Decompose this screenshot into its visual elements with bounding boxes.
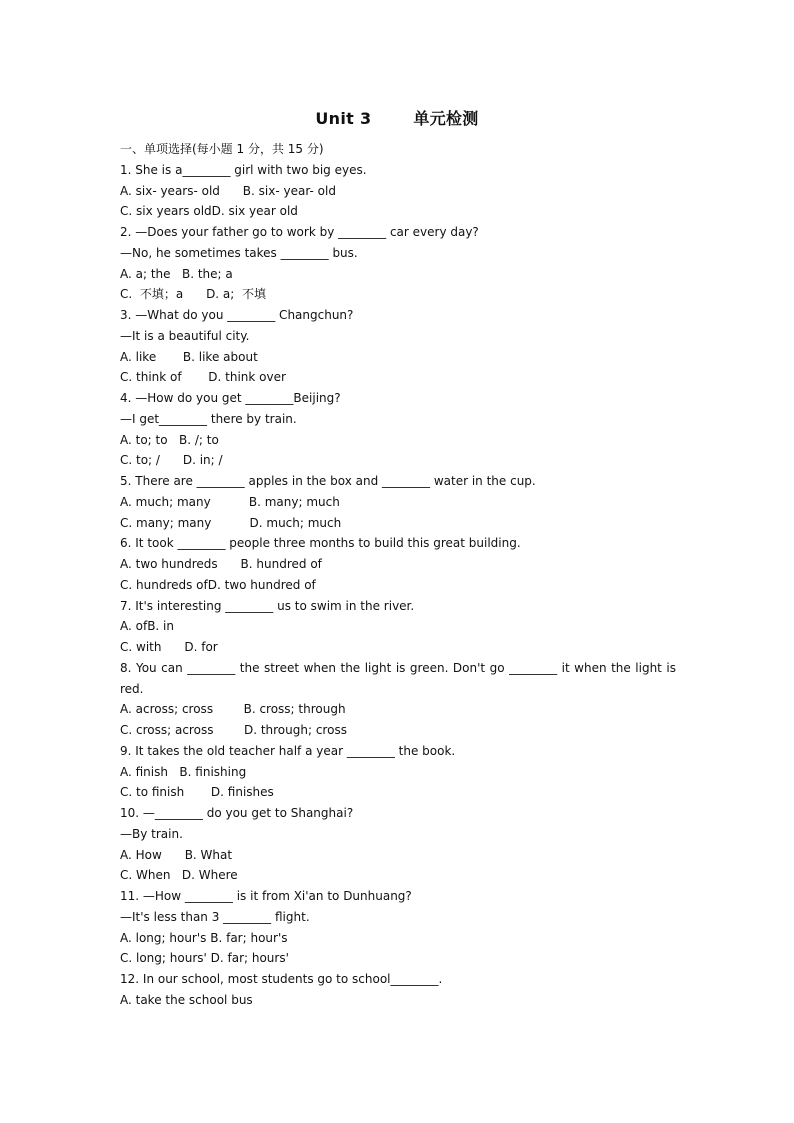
question-line: A. finish B. finishing	[120, 764, 247, 779]
question-line: 11. —How ________ is it from Xi'an to Dunhuang?	[120, 889, 412, 903]
question-line: C. to; / D. in; /	[120, 453, 223, 468]
question-line: A. a; the B. the; a	[120, 266, 233, 281]
question-line: 9. It takes the old teacher half a year ________ the book.	[120, 743, 456, 758]
question-line: —No, he sometimes takes ________ bus.	[120, 245, 358, 260]
question-line: —By train.	[120, 826, 183, 841]
question-line: 6. It took ________ people three months to build this great building.	[120, 536, 521, 551]
section-heading: 一、单项选择(每小题 1 分，共 15 分)	[120, 142, 324, 156]
question-line: C. many; many D. much; much	[120, 515, 342, 530]
unit-title: Unit 3	[315, 109, 372, 128]
question-line: C. with D. for	[120, 640, 218, 654]
question-line: A. ofB. in	[120, 619, 174, 634]
question-line: A. much; many B. many; much	[120, 494, 340, 509]
question-line: A. take the school bus	[120, 992, 253, 1007]
question-line: C. long; hours' D. far; hours'	[120, 951, 289, 966]
question-line: A. to; to B. /; to	[120, 432, 219, 447]
question-line: 8. You can ________ the street when the light is green. Don't go ________ it when the light is red.	[120, 660, 676, 696]
exercise-content	[120, 139, 676, 1011]
question-line: C. When D. Where	[120, 868, 238, 883]
question-list	[120, 160, 676, 1011]
question-line: 3. —What do you ________ Changchun?	[120, 308, 354, 322]
question-line: 1. She is a________ girl with two big eyes.	[120, 162, 367, 177]
page-title	[0, 106, 794, 129]
question-line: A. across; cross B. cross; through	[120, 702, 346, 717]
question-line: A. two hundreds B. hundred of	[120, 557, 322, 571]
question-line: A. like B. like about	[120, 349, 258, 364]
question-line: —It's less than 3 ________ flight.	[120, 909, 310, 924]
question-line: A. How B. What	[120, 847, 233, 862]
question-line: 10. —________ do you get to Shanghai?	[120, 806, 354, 820]
question-line: C. six years oldD. six year old	[120, 204, 298, 219]
question-line: 4. —How do you get ________Beijing?	[120, 391, 341, 405]
question-line: C. to finish D. finishes	[120, 785, 274, 800]
question-line: —I get________ there by train.	[120, 411, 297, 426]
unit-subtitle: 单元检测	[413, 109, 479, 128]
question-line: C. think of D. think over	[120, 370, 286, 385]
question-line: C. hundreds ofD. two hundred of	[120, 577, 316, 592]
question-line: —It is a beautiful city.	[120, 328, 250, 343]
question-line: 5. There are ________ apples in the box and ________ water in the cup.	[120, 474, 536, 488]
question-line: C. cross; across D. through; cross	[120, 723, 347, 737]
question-line: 7. It's interesting ________ us to swim in the river.	[120, 598, 415, 613]
question-line: 12. In our school, most students go to school________.	[120, 972, 443, 986]
question-line: A. six- years- old B. six- year- old	[120, 183, 336, 198]
question-line: A. long; hour's B. far; hour's	[120, 930, 288, 945]
question-line: C. 不填；a D. a; 不填	[120, 287, 266, 302]
question-line: 2. —Does your father go to work by ________ car every day?	[120, 225, 479, 239]
